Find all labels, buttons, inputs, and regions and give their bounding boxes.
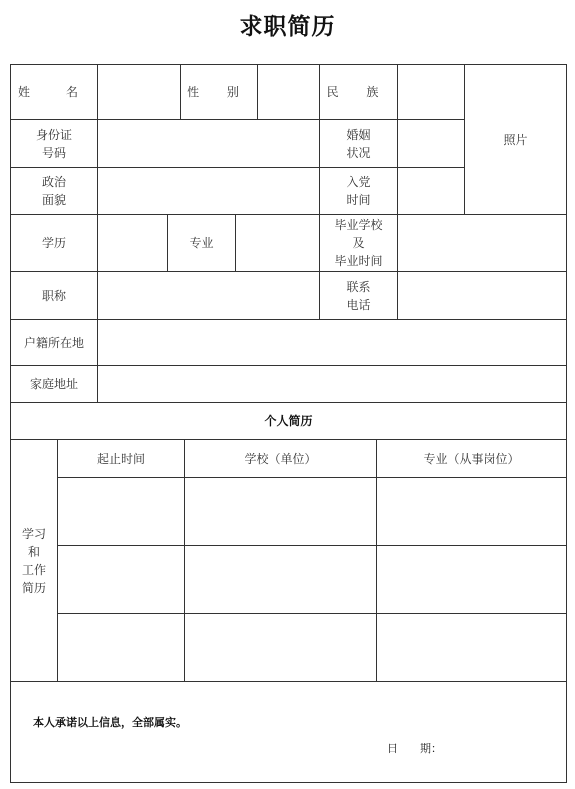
resume-cell-school-2[interactable] — [185, 546, 377, 614]
date-label: 日 期： — [387, 742, 442, 755]
resume-cell-major-1[interactable] — [377, 478, 566, 546]
id-number-field[interactable] — [98, 120, 320, 168]
photo-label: 照片 — [503, 132, 528, 147]
resume-cell-major-3[interactable] — [377, 614, 566, 682]
resume-cell-school-3[interactable] — [185, 614, 377, 682]
column-header-major: 专业（从事岗位） — [377, 440, 566, 478]
column-header-school: 学校（单位） — [185, 440, 377, 478]
declaration-text: 本人承诺以上信息，全部属实。 — [33, 716, 187, 729]
education-label: 学历 — [11, 215, 98, 272]
party-join-date-label: 入党 时间 — [320, 168, 398, 215]
resume-cell-period-2[interactable] — [58, 546, 185, 614]
party-join-date-field[interactable] — [398, 168, 465, 215]
marital-status-field[interactable] — [398, 120, 465, 168]
job-title-field[interactable] — [98, 272, 320, 320]
gender-label: 性 别 — [181, 65, 258, 120]
home-address-field[interactable] — [98, 366, 566, 403]
hukou-field[interactable] — [98, 320, 566, 366]
resume-cell-school-1[interactable] — [185, 478, 377, 546]
name-label: 姓 名 — [11, 65, 98, 120]
section-title: 个人简历 — [11, 403, 566, 440]
job-title-label: 职称 — [11, 272, 98, 320]
gender-field[interactable] — [258, 65, 320, 120]
major-field[interactable] — [236, 215, 320, 272]
page-title: 求职简历 — [239, 14, 336, 40]
resume-form-table — [10, 64, 567, 783]
ethnicity-label: 民 族 — [320, 65, 398, 120]
column-header-period: 起止时间 — [58, 440, 185, 478]
marital-status-label: 婚姻 状况 — [320, 120, 398, 168]
resume-cell-period-1[interactable] — [58, 478, 185, 546]
ethnicity-field[interactable] — [398, 65, 465, 120]
photo-box[interactable] — [465, 65, 566, 215]
graduation-school-label: 毕业学校 及 毕业时间 — [320, 215, 398, 272]
phone-label: 联系 电话 — [320, 272, 398, 320]
political-status-field[interactable] — [98, 168, 320, 215]
hukou-label: 户籍所在地 — [11, 320, 98, 366]
home-address-label: 家庭地址 — [11, 366, 98, 403]
resume-cell-major-2[interactable] — [377, 546, 566, 614]
name-field[interactable] — [98, 65, 181, 120]
education-field[interactable] — [98, 215, 168, 272]
id-number-label: 身份证 号码 — [11, 120, 98, 168]
resume-cell-period-3[interactable] — [58, 614, 185, 682]
graduation-school-field[interactable] — [398, 215, 566, 272]
major-label: 专业 — [168, 215, 236, 272]
political-status-label: 政治 面貌 — [11, 168, 98, 215]
resume-side-label: 学习 和 工作 简历 — [11, 440, 58, 682]
phone-field[interactable] — [398, 272, 566, 320]
